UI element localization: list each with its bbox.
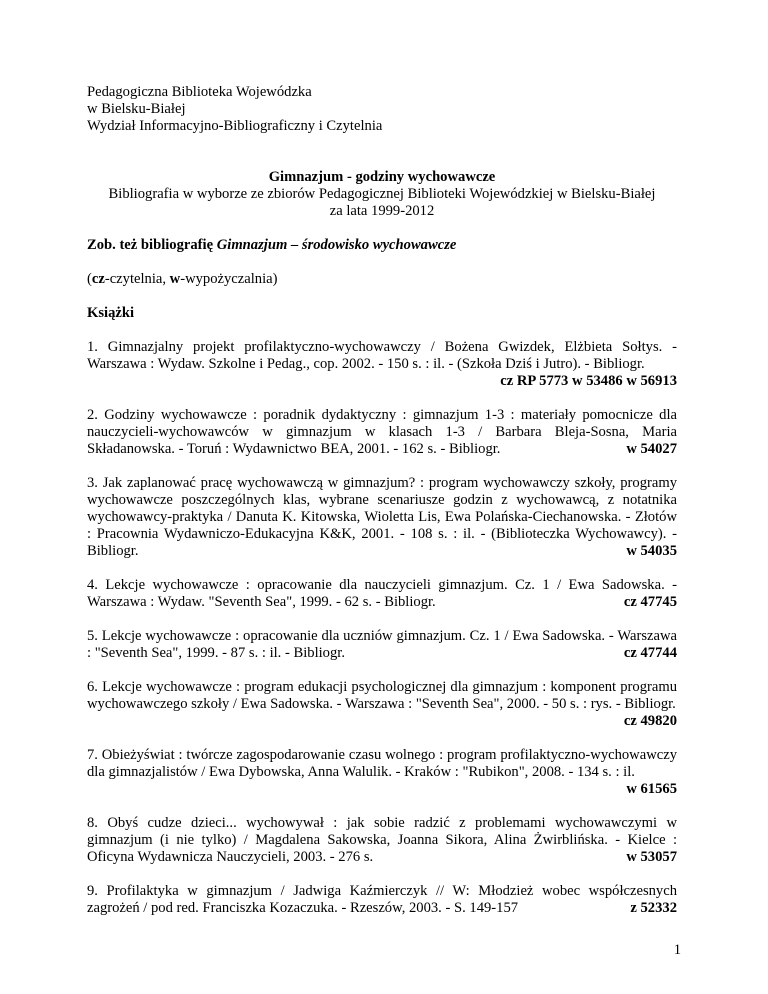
entry-text: 4. Lekcje wychowawcze : opracowanie dla nauczycieli gimnazjum. Cz. 1 / Ewa Sadowska. - Warszawa : Wydaw. "Seventh Sea", 1999. - 62 s. - Bibliogr.: [87, 577, 677, 610]
legend-open: (: [87, 271, 92, 287]
title-block: [87, 169, 677, 220]
call-number: w 54035: [626, 543, 677, 559]
bibliography-entry: [87, 815, 677, 866]
legend-w-code: w: [169, 271, 181, 287]
entry-text: 3. Jak zaplanować pracę wychowawczą w gimnazjum? : program wychowawczy szkoły, programy wychowawcze poszczególnych klas, wybrane scenariusze godzin z wychowawcą, z notatnika wychowawcy-praktyka / Danuta K. Kitowska, Wioletta Lis, Ewa Polańska-Ciechanowska. - Złotów : Pracownia Wydawniczo-Edukacyjna K&K, 2001. - 108 s. : il. - (Biblioteczka Wychowawcy). - Bibliogr.: [87, 475, 677, 559]
bibliography-entry: [87, 339, 677, 390]
call-number: cz 49820: [623, 713, 677, 729]
entry-text: 7. Obieżyświat : twórcze zagospodarowanie czasu wolnego : program profilaktyczno-wychowawczy dla gimnazjalistów / Ewa Dybowska, Anna Walulik. - Kraków : "Rubikon", 2008. - 134 s. : il.: [87, 747, 677, 780]
library-name: Pedagogiczna Biblioteka Wojewódzka: [87, 84, 312, 100]
document-years: za lata 1999-2012: [329, 203, 435, 219]
page-number: 1: [673, 942, 681, 958]
call-number: z 52332: [630, 900, 677, 916]
bibliography-entry: [87, 577, 677, 611]
bibliography-list: [87, 339, 677, 917]
bibliography-entry: [87, 475, 677, 560]
bibliography-entry: [87, 747, 677, 798]
library-city: w Bielsku-Białej: [87, 101, 186, 117]
entry-text: 6. Lekcje wychowawcze : program edukacji psychologicznej dla gimnazjum : komponent programu wychowawczego szkoły / Ewa Sadowska. - Warszawa : "Seventh Sea", 2000. - 50 s. : rys. - Bibliogr.: [87, 679, 677, 712]
see-also-prefix: Zob. też bibliografię: [87, 237, 214, 253]
call-number: w 53057: [626, 849, 677, 865]
entry-text: 1. Gimnazjalny projekt profilaktyczno-wychowawczy / Bożena Gwizdek, Elżbieta Sołtys. - Warszawa : Wydaw. Szkolne i Pedag., cop. 2002. - 150 s. : il. - (Szkoła Dziś i Jutro). - Bibliogr.: [87, 339, 677, 372]
call-number: cz RP 5773 w 53486 w 56913: [500, 373, 677, 389]
bibliography-entry: [87, 883, 677, 917]
call-number: w 54027: [626, 441, 677, 457]
library-department: Wydział Informacyjno-Bibliograficzny i Czytelnia: [87, 118, 383, 134]
entry-text: 2. Godziny wychowawcze : poradnik dydaktyczny : gimnazjum 1-3 : materiały pomocnicze dla nauczycieli-wychowawców w gimnazjum w klasach 1-3 / Barbara Bleja-Sosna, Maria Składanowska. - Toruń : Wydawnictwo BEA, 2001. - 162 s. - Bibliogr.: [87, 407, 677, 457]
library-header: [87, 84, 677, 135]
legend-cz-code: cz: [91, 271, 105, 287]
entry-text: 8. Obyś cudze dzieci... wychowywał : jak sobie radzić z problemami wychowawczymi w gimnazjum (i nie tylko) / Magdalena Sakowska, Joanna Sikora, Alina Żwirblińska. - Kielce : Oficyna Wydawnicza Nauczycieli, 2003. - 276 s.: [87, 815, 677, 865]
see-also-title: Gimnazjum – środowisko wychowawcze: [216, 237, 457, 253]
legend-cz-desc: -czytelnia,: [104, 271, 170, 287]
entry-text: 5. Lekcje wychowawcze : opracowanie dla uczniów gimnazjum. Cz. 1 / Ewa Sadowska. - Warszawa : "Seventh Sea", 1999. - 87 s. : il. - Bibliogr.: [87, 628, 677, 661]
see-also: [87, 237, 677, 254]
section-heading-books: Książki: [87, 305, 135, 321]
document-subtitle: Bibliografia w wyborze ze zbiorów Pedagogicznej Biblioteki Wojewódzkiej w Bielsku-Białej: [108, 186, 656, 202]
bibliography-entry: [87, 628, 677, 662]
bibliography-entry: [87, 679, 677, 730]
call-number: w 61565: [626, 781, 677, 797]
document-title: Gimnazjum - godziny wychowawcze: [268, 169, 496, 185]
legend-w-desc: -wypożyczalnia): [180, 271, 278, 287]
document-page: [87, 84, 677, 917]
call-number: cz 47744: [623, 645, 677, 661]
location-legend: [87, 271, 677, 288]
call-number: cz 47745: [623, 594, 677, 610]
entry-text: 9. Profilaktyka w gimnazjum / Jadwiga Kaźmierczyk // W: Młodzież wobec współczesnych zagrożeń / pod red. Franciszka Kozaczuka. - Rzeszów, 2003. - S. 149-157: [87, 883, 677, 916]
bibliography-entry: [87, 407, 677, 458]
